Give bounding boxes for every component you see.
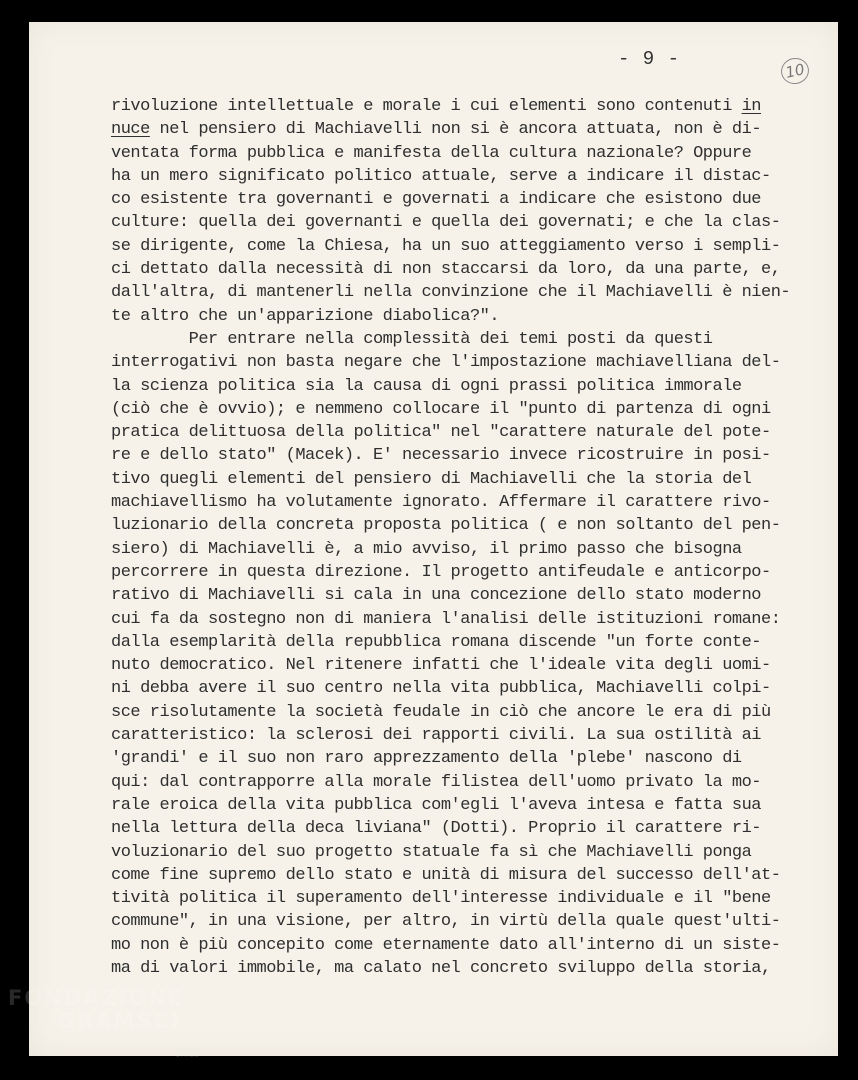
text-line: se dirigente, come la Chiesa, ha un suo atteggiamento verso i sempli-: [111, 236, 781, 256]
text-line: 'grandi' e il suo non raro apprezzamento della 'plebe' nascono di: [111, 749, 742, 769]
text-line: ci dettato dalla necessità di non staccarsi da loro, da una parte, e,: [111, 260, 781, 280]
text-line: luzionario della concreta proposta politica ( e non soltanto del pen-: [111, 516, 781, 536]
text-line: ma di valori immobile, ma calato nel concreto sviluppo della storia,: [111, 958, 771, 978]
watermark-sub: onlus: [175, 1050, 200, 1060]
text-line: Per entrare nella complessità dei temi posti da questi: [111, 329, 713, 349]
text-line: tivo quegli elementi del pensiero di Machiavelli che la storia del: [111, 469, 752, 489]
text-line: nuce nel pensiero di Machiavelli non si è ancora attuata, non è di-: [111, 120, 762, 140]
watermark-line2: GRAMSCI: [58, 1009, 181, 1033]
text-line: qui: dal contrapporre alla morale filistea dell'uomo privato la mo-: [111, 772, 762, 792]
text-line: co esistente tra governanti e governati a indicare che esistono due: [111, 190, 762, 210]
text-line: dalla esemplarità della repubblica romana discende "un forte conte-: [111, 632, 762, 652]
archive-page-number-circled: 10: [779, 55, 812, 86]
underlined-word: nuce: [111, 120, 150, 140]
text-line: ha un mero significato politico attuale, serve a indicare il distac-: [111, 166, 771, 186]
body-text: [111, 95, 811, 980]
text-line: (ciò che è ovvio); e nemmeno collocare il "punto di partenza di ogni: [111, 399, 771, 419]
text-line: come fine supremo dello stato e unità di misura del successo dell'at-: [111, 865, 781, 885]
text-line: sce risolutamente la società feudale in ciò che ancore le era di più: [111, 702, 771, 722]
text-line: nella lettura della deca liviana" (Dotti). Proprio il carattere ri-: [111, 819, 762, 839]
text-line: voluzionario del suo progetto statuale fa sì che Machiavelli ponga: [111, 842, 752, 862]
text-line: nuto democratico. Nel ritenere infatti che l'ideale vita degli uomi-: [111, 656, 771, 676]
text-line: rivoluzione intellettuale e morale i cui elementi sono contenuti in: [111, 97, 762, 116]
watermark-line1: FONDAZIONE: [8, 986, 185, 1010]
text-line: cui fa da sostegno non di maniera l'analisi delle istituzioni romane:: [111, 609, 781, 629]
page-number: - 9 -: [618, 48, 681, 70]
text-line: interrogativi non basta negare che l'impostazione machiavelliana del-: [111, 353, 781, 373]
underlined-word: in: [741, 97, 762, 116]
text-line: pratica delittuosa della politica" nel "carattere naturale del pote-: [111, 423, 771, 443]
text-line: culture: quella dei governanti e quella dei governati; e che la clas-: [111, 213, 781, 233]
text-line: tività politica il superamento dell'interesse individuale e il "bene: [111, 889, 771, 909]
text-line: mo non è più concepito come eternamente dato all'interno di un siste-: [111, 935, 781, 955]
text-line: re e dello stato" (Macek). E' necessario invece ricostruire in posi-: [111, 446, 771, 466]
text-line: ni debba avere il suo centro nella vita pubblica, Machiavelli colpi-: [111, 679, 771, 699]
text-line: te altro che un'apparizione diabolica?".: [111, 306, 500, 326]
text-line: ventata forma pubblica e manifesta della cultura nazionale? Oppure: [111, 143, 752, 163]
fondazione-gramsci-watermark: [8, 988, 184, 1032]
text-line: percorrere in questa direzione. Il progetto antifeudale e anticorpo-: [111, 562, 771, 582]
text-line: dall'altra, di mantenerli nella convinzione che il Machiavelli è nien-: [111, 283, 791, 303]
document-page: [29, 22, 838, 1056]
text-line: caratteristico: la sclerosi dei rapporti civili. La sua ostilità ai: [111, 726, 762, 746]
text-line: rativo di Machiavelli si cala in una concezione dello stato moderno: [111, 586, 762, 606]
text-line: machiavellismo ha volutamente ignorato. Affermare il carattere rivo-: [111, 493, 771, 513]
text-line: rale eroica della vita pubblica com'egli l'aveva intesa e fatta sua: [111, 795, 762, 815]
text-line: commune", in una visione, per altro, in virtù della quale quest'ulti-: [111, 912, 781, 932]
text-line: siero) di Machiavelli è, a mio avviso, il primo passo che bisogna: [111, 539, 742, 559]
text-line: la scienza politica sia la causa di ogni prassi politica immorale: [111, 376, 742, 396]
